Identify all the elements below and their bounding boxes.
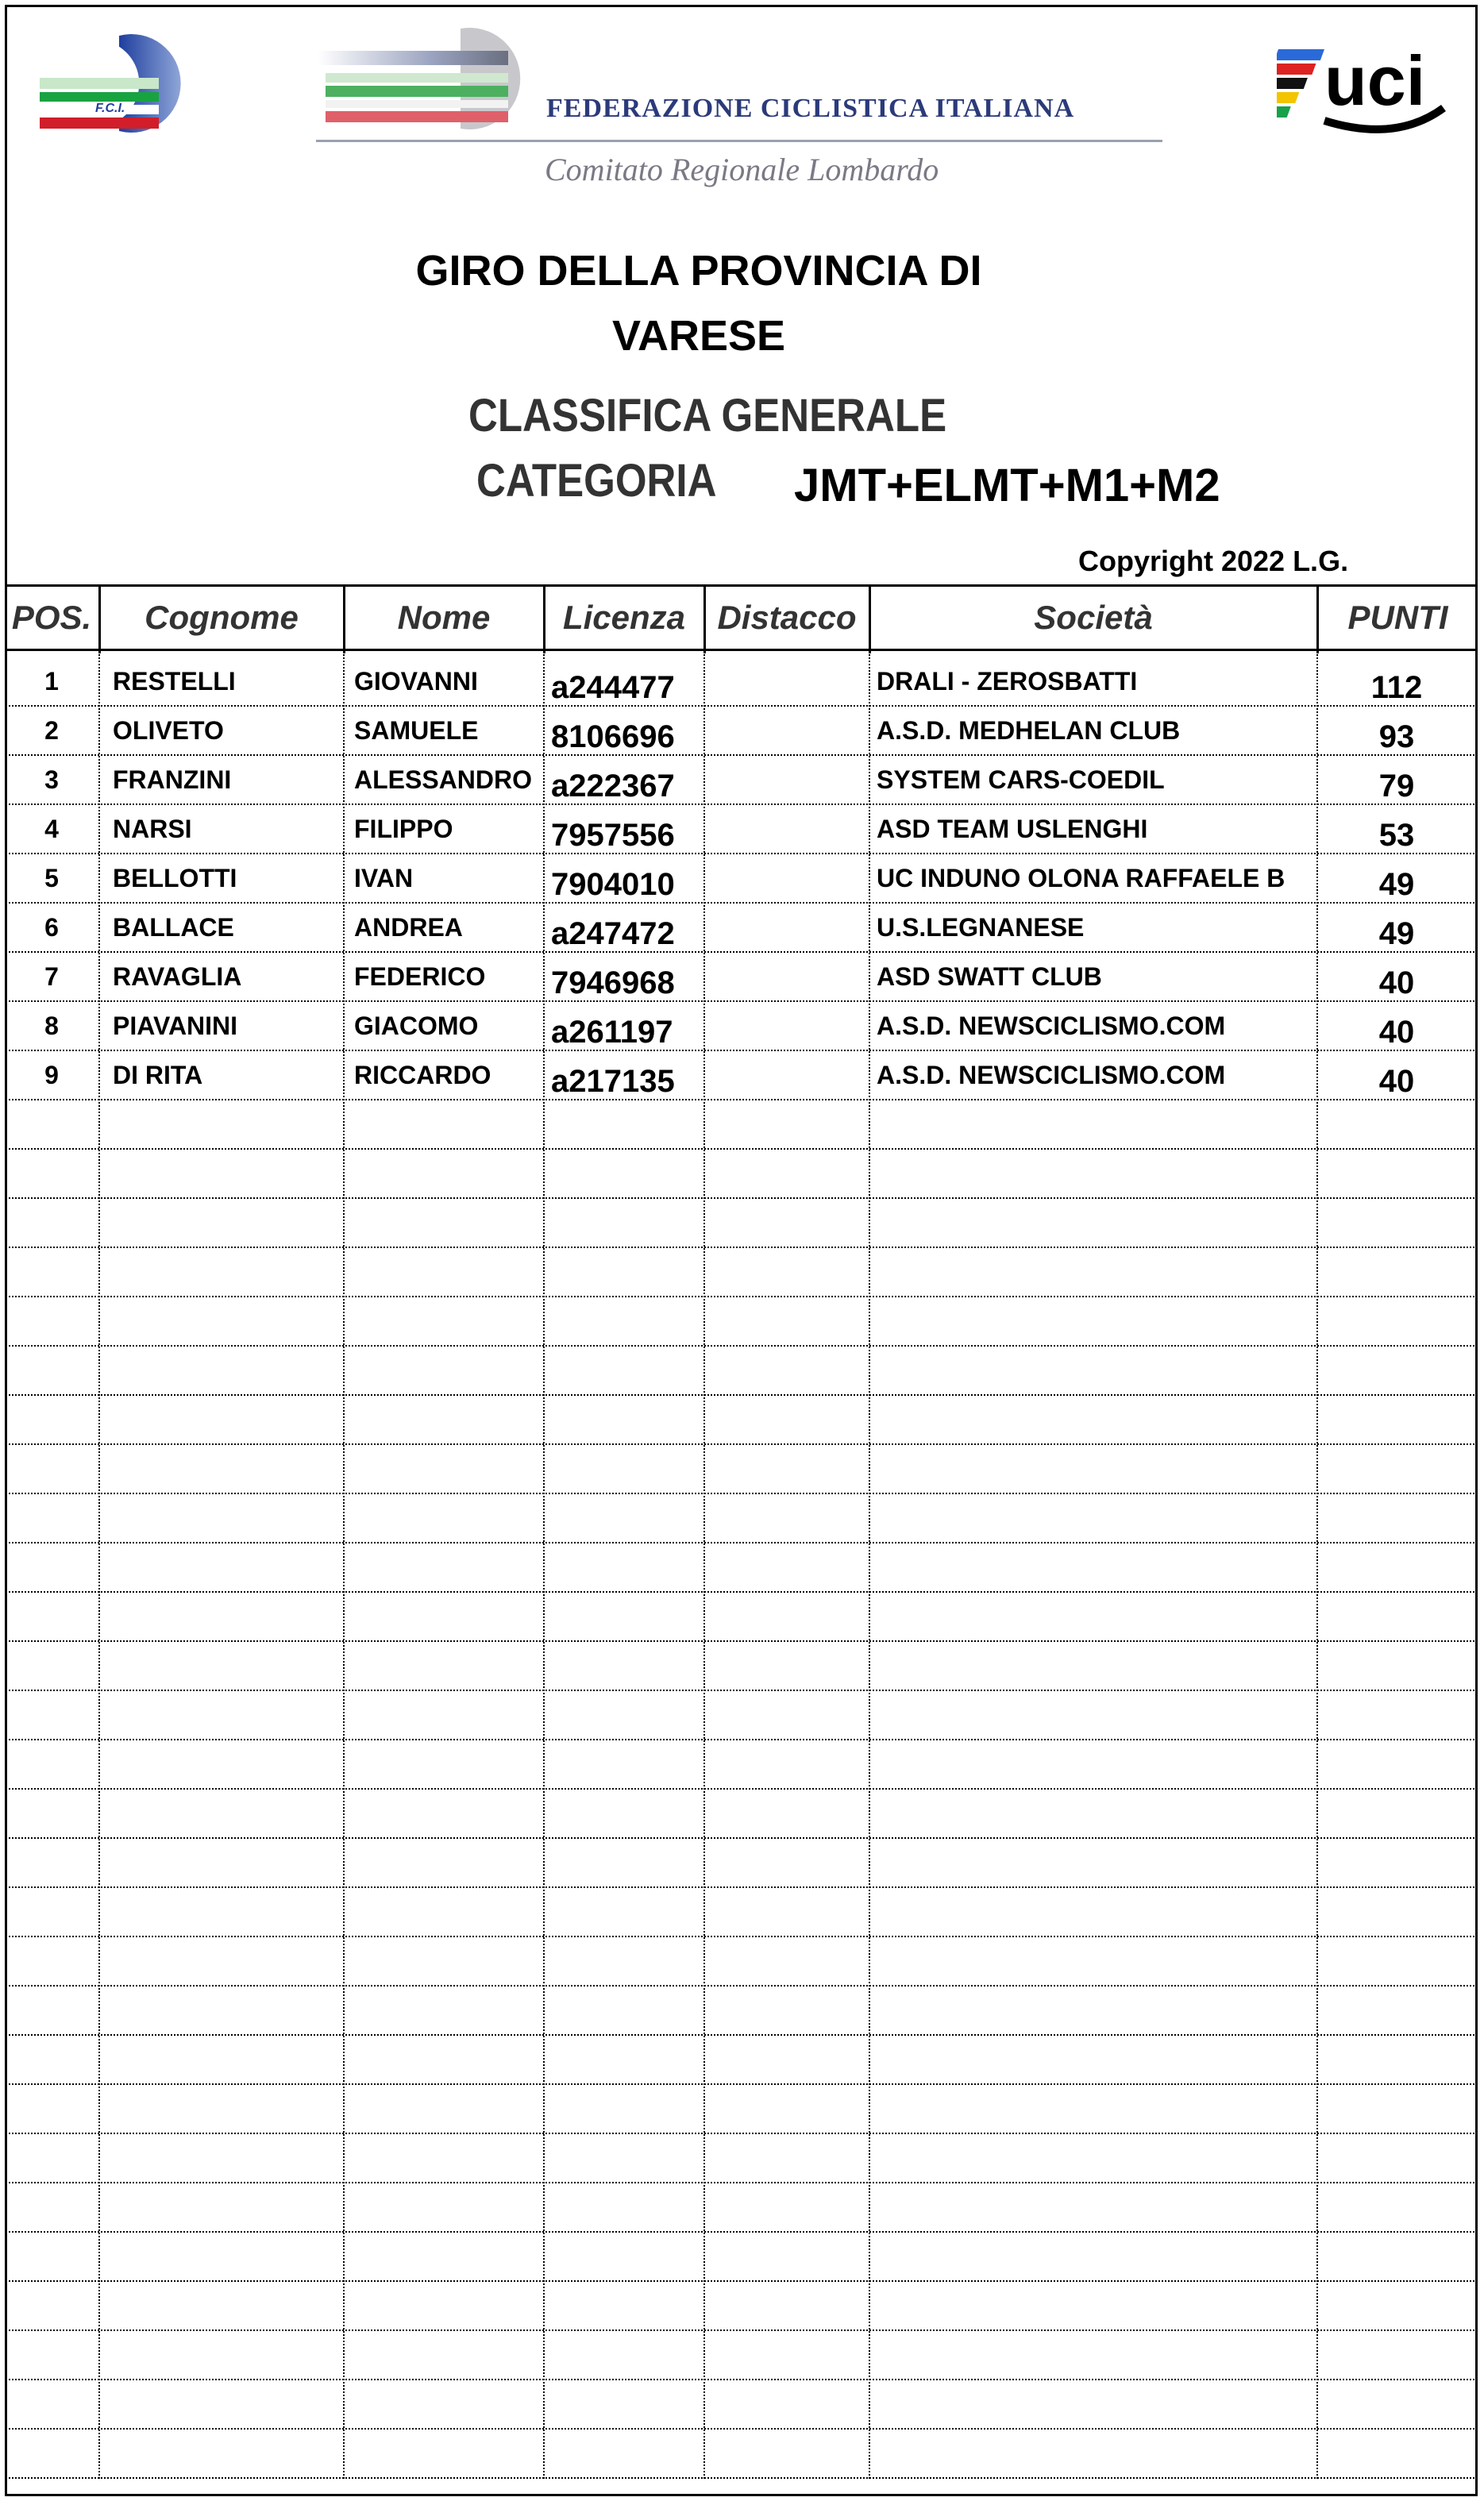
empty-row xyxy=(5,1790,1478,1839)
row-nome: RICCARDO xyxy=(354,1061,491,1089)
row-nome: GIACOMO xyxy=(354,1012,479,1040)
row-licenza: a244477 xyxy=(551,670,675,705)
row-pos: 9 xyxy=(44,1061,59,1089)
empty-row xyxy=(5,2085,1478,2134)
table-row xyxy=(5,805,1478,854)
row-nome: SAMUELE xyxy=(354,716,479,745)
row-licenza: 7946968 xyxy=(551,965,675,1000)
table-row xyxy=(5,1002,1478,1051)
row-cognome: RESTELLI xyxy=(113,667,236,696)
row-societa: A.S.D. MEDHELAN CLUB xyxy=(877,716,1181,745)
empty-row xyxy=(5,2233,1478,2282)
row-pos: 8 xyxy=(44,1012,59,1040)
empty-row xyxy=(5,1199,1478,1248)
header-divider xyxy=(543,587,545,653)
category-value: JMT+ELMT+M1+M2 xyxy=(794,460,1220,511)
row-cognome: DI RITA xyxy=(113,1061,203,1089)
row-licenza: a222367 xyxy=(551,769,675,803)
empty-row xyxy=(5,2331,1478,2380)
row-punti: 40 xyxy=(1378,1015,1415,1050)
empty-row xyxy=(5,2430,1478,2479)
row-cognome: PIAVANINI xyxy=(113,1012,238,1040)
column-divider xyxy=(343,654,345,2479)
row-punti: 40 xyxy=(1378,965,1415,1000)
title-line-1: GIRO DELLA PROVINCIA DI xyxy=(415,247,982,295)
row-licenza: a261197 xyxy=(551,1015,673,1050)
row-pos: 4 xyxy=(44,815,59,843)
row-societa: ASD TEAM USLENGHI xyxy=(877,815,1148,843)
empty-row xyxy=(5,2134,1478,2183)
table-row xyxy=(5,953,1478,1002)
row-punti: 53 xyxy=(1378,818,1415,853)
row-cognome: OLIVETO xyxy=(113,716,224,745)
row-licenza: a217135 xyxy=(551,1064,675,1099)
uci-logo xyxy=(1277,32,1464,140)
table-header xyxy=(5,584,1478,651)
empty-row xyxy=(5,1839,1478,1888)
page-title xyxy=(302,238,1096,368)
row-pos: 5 xyxy=(44,864,59,892)
table-row xyxy=(5,657,1478,707)
row-societa: DRALI - ZEROSBATTI xyxy=(877,667,1138,696)
column-divider xyxy=(98,654,100,2479)
empty-row xyxy=(5,1593,1478,1642)
row-licenza: a247472 xyxy=(551,916,675,951)
row-licenza: 8106696 xyxy=(551,719,675,754)
org-name: FEDERAZIONE CICLISTICA ITALIANA xyxy=(546,94,1075,123)
header-punti: PUNTI xyxy=(1347,599,1448,636)
empty-row xyxy=(5,1297,1478,1347)
column-divider xyxy=(869,654,870,2479)
row-societa: A.S.D. NEWSCICLISMO.COM xyxy=(877,1012,1226,1040)
empty-row xyxy=(5,1937,1478,1987)
row-punti: 49 xyxy=(1378,867,1415,902)
empty-row xyxy=(5,1740,1478,1790)
row-pos: 6 xyxy=(44,913,59,942)
row-societa: U.S.LEGNANESE xyxy=(877,913,1085,942)
header-divider xyxy=(1316,587,1319,653)
table-row xyxy=(5,854,1478,904)
header-distacco: Distacco xyxy=(717,599,857,636)
empty-row xyxy=(5,2183,1478,2233)
column-divider xyxy=(703,654,705,2479)
row-cognome: NARSI xyxy=(113,815,192,843)
header-societa: Società xyxy=(1034,599,1153,636)
column-divider xyxy=(543,654,545,2479)
table-row xyxy=(5,756,1478,805)
title-line-2: VARESE xyxy=(611,312,786,360)
empty-row xyxy=(5,1248,1478,1297)
empty-row xyxy=(5,1888,1478,1937)
header-divider xyxy=(343,587,345,653)
empty-row xyxy=(5,1396,1478,1445)
row-punti: 49 xyxy=(1378,916,1415,951)
table-row xyxy=(5,707,1478,756)
empty-row xyxy=(5,2282,1478,2331)
row-nome: FEDERICO xyxy=(354,962,486,991)
empty-row xyxy=(5,1445,1478,1494)
row-cognome: BALLACE xyxy=(113,913,234,942)
empty-row xyxy=(5,1150,1478,1199)
copyright-notice: Copyright 2022 L.G. xyxy=(1078,545,1349,577)
row-pos: 2 xyxy=(44,716,59,745)
empty-row xyxy=(5,1642,1478,1691)
header-pos: POS. xyxy=(11,599,92,636)
header-divider xyxy=(869,587,871,653)
row-licenza: 7957556 xyxy=(551,818,675,853)
row-licenza: 7904010 xyxy=(551,867,675,902)
row-societa: UC INDUNO OLONA RAFFAELE B xyxy=(877,864,1285,892)
org-subtitle: Comitato Regionale Lombardo xyxy=(545,152,939,187)
header-licenza: Licenza xyxy=(562,599,686,636)
org-divider xyxy=(316,140,1162,142)
row-societa: A.S.D. NEWSCICLISMO.COM xyxy=(877,1061,1226,1089)
row-punti: 40 xyxy=(1378,1064,1415,1099)
header-divider xyxy=(703,587,706,653)
empty-row xyxy=(5,2036,1478,2085)
fci-logo-text: F.C.I. xyxy=(95,102,125,115)
uci-logo-text: uci xyxy=(1324,41,1426,120)
header-nome: Nome xyxy=(397,599,491,636)
row-cognome: RAVAGLIA xyxy=(113,962,242,991)
federation-banner-logo xyxy=(318,27,548,130)
row-punti: 93 xyxy=(1378,719,1415,754)
row-punti: 79 xyxy=(1378,769,1415,803)
fci-logo xyxy=(32,32,208,135)
header-cognome: Cognome xyxy=(145,599,299,636)
row-pos: 3 xyxy=(44,765,59,794)
empty-row xyxy=(5,1100,1478,1150)
category-label: CATEGORIA xyxy=(476,455,717,507)
empty-row xyxy=(5,1543,1478,1593)
empty-row xyxy=(5,2380,1478,2430)
empty-row xyxy=(5,1494,1478,1543)
row-nome: GIOVANNI xyxy=(354,667,478,696)
row-cognome: FRANZINI xyxy=(113,765,232,794)
header-divider xyxy=(98,587,101,653)
table-row xyxy=(5,904,1478,953)
row-pos: 7 xyxy=(44,962,59,991)
row-nome: ALESSANDRO xyxy=(354,765,533,794)
row-societa: ASD SWATT CLUB xyxy=(877,962,1102,991)
row-pos: 1 xyxy=(44,667,59,696)
classification-label: CLASSIFICA GENERALE xyxy=(468,390,947,441)
empty-row xyxy=(5,1347,1478,1396)
row-societa: SYSTEM CARS-COEDIL xyxy=(877,765,1165,794)
row-punti: 112 xyxy=(1370,670,1423,705)
row-nome: IVAN xyxy=(354,864,414,892)
row-cognome: BELLOTTI xyxy=(113,864,237,892)
empty-row xyxy=(5,1691,1478,1740)
row-nome: FILIPPO xyxy=(354,815,453,843)
column-divider xyxy=(1316,654,1318,2479)
empty-row xyxy=(5,1987,1478,2036)
table-row xyxy=(5,1051,1478,1100)
row-nome: ANDREA xyxy=(354,913,463,942)
